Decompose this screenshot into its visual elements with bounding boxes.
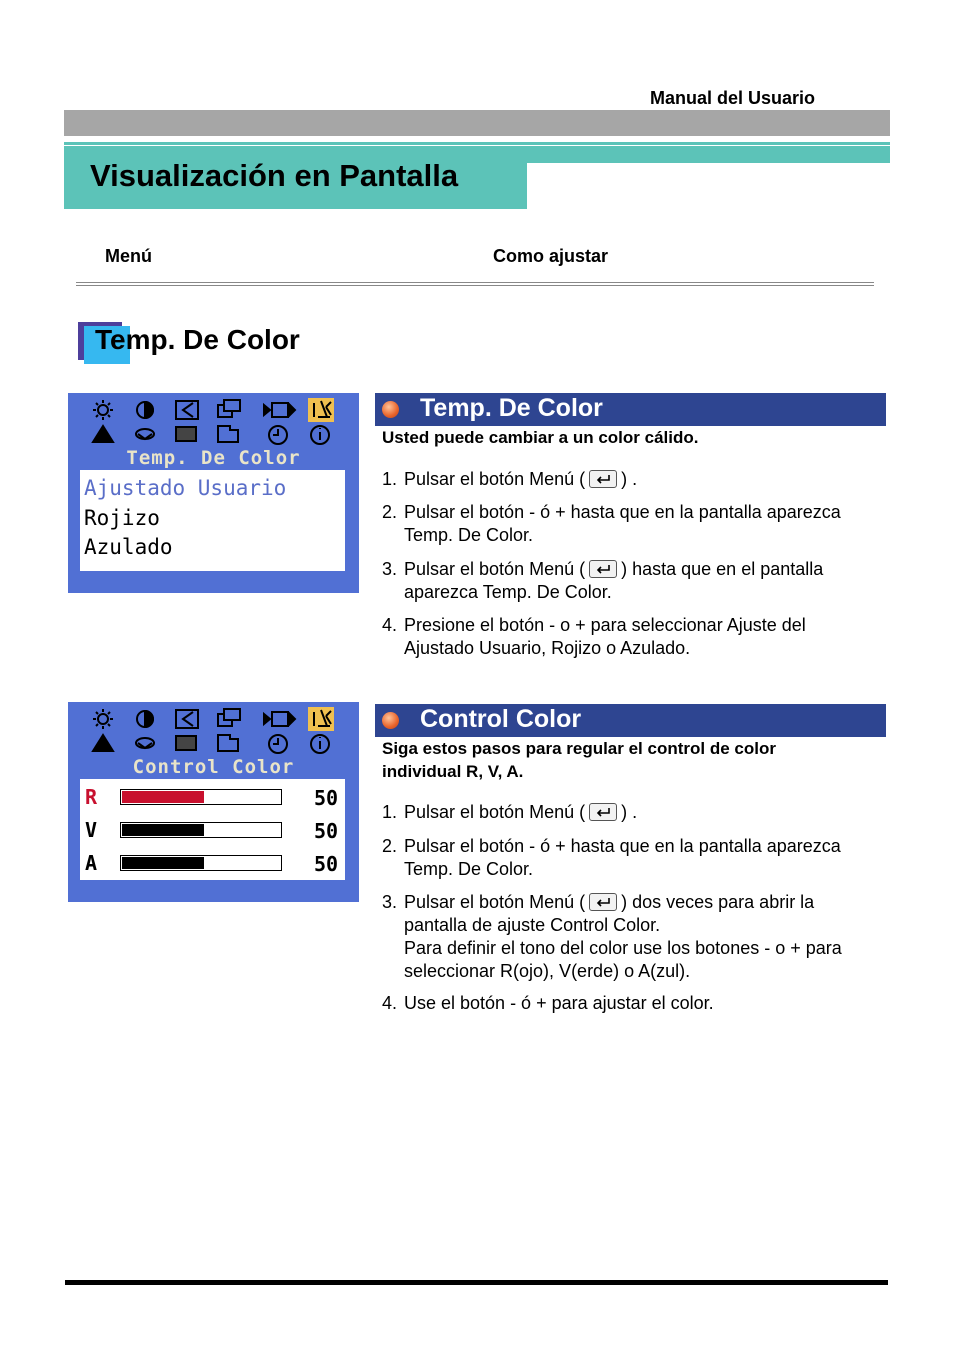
osd-temp-screenshot	[68, 393, 359, 593]
enter-key-icon	[589, 893, 617, 911]
divider	[76, 285, 874, 286]
control-intro-line1: Siga estos pasos para regular el control de color	[382, 739, 776, 758]
step-text: ) dos veces para abrir la	[621, 892, 815, 912]
osd-icon-grid	[68, 702, 359, 762]
recall-icon	[176, 736, 196, 750]
size-icon	[218, 400, 240, 417]
column-menu-heading: Menú	[105, 246, 152, 266]
bar-track-v	[120, 822, 282, 838]
bullet-dot-icon	[382, 401, 399, 418]
bar-value-a: 50	[314, 852, 339, 876]
bar-value-r: 50	[314, 786, 339, 810]
osd-color-panel	[80, 779, 345, 880]
step-text: aparezca Temp. De Color.	[404, 582, 612, 602]
bar-label-r: R	[85, 785, 98, 809]
moire-icon	[136, 738, 154, 748]
contrast-icon	[137, 402, 153, 418]
osd-color-title: Control Color	[132, 756, 295, 778]
timer-icon	[269, 426, 287, 444]
step-text: Ajustado Usuario, Rojizo o Azulado.	[404, 638, 691, 658]
control-title-bar	[375, 704, 886, 737]
step-text: Presione el botón - o + para seleccionar Ajuste del	[404, 615, 806, 635]
bar-track-a	[120, 855, 282, 871]
osd-option-reddish: Rojizo	[84, 506, 160, 530]
divider	[76, 282, 874, 283]
page-title: Visualización en Pantalla	[90, 158, 459, 193]
step-text: Pulsar el botón Menú (	[404, 469, 586, 489]
pincushion-icon	[218, 735, 238, 751]
title-banner-curve	[527, 163, 890, 209]
control-title: Control Color	[420, 705, 582, 733]
bar-label-v: V	[85, 818, 98, 842]
step-text: pantalla de ajuste Control Color.	[404, 915, 661, 935]
bar-fill-a	[122, 857, 204, 869]
osd-option-user: Ajustado Usuario	[84, 476, 287, 500]
enter-key-icon	[589, 803, 617, 821]
size-icon	[218, 709, 240, 726]
step-number: 1.	[382, 802, 398, 822]
temp-title-bar	[375, 393, 886, 426]
step-number: 3.	[382, 559, 398, 579]
step-number: 3.	[382, 892, 398, 912]
brightness-icon	[93, 400, 113, 420]
step-text: Para definir el tono del color use los botones - o + para	[404, 938, 842, 958]
recall-icon	[176, 427, 196, 441]
step-text: ) hasta que en el pantalla	[621, 559, 824, 579]
contrast-icon	[137, 711, 153, 727]
step-number: 1.	[382, 469, 398, 489]
osd-temp-title: Temp. De Color	[126, 447, 301, 469]
step-text: Temp. De Color.	[404, 859, 534, 879]
step-text: Temp. De Color.	[404, 525, 534, 545]
osd-icon-grid	[68, 393, 359, 453]
step-number: 2.	[382, 836, 398, 856]
moire-icon	[136, 429, 154, 439]
step-number: 4.	[382, 615, 398, 635]
bullet-dot-icon	[382, 712, 399, 729]
position-icon	[176, 710, 198, 728]
header-gray-bar	[64, 110, 890, 136]
bar-track-r	[120, 789, 282, 805]
step-text: ) .	[621, 469, 638, 489]
step-text: seleccionar R(ojo), V(erde) o A(zul).	[404, 961, 691, 981]
step-text: Pulsar el botón Menú (	[404, 559, 586, 579]
control-intro	[382, 737, 882, 783]
enter-key-icon	[589, 560, 617, 578]
bar-label-a: A	[85, 851, 98, 875]
image-lock-icon	[264, 403, 295, 417]
manual-label: Manual del Usuario	[650, 88, 816, 108]
bar-fill-r	[122, 791, 204, 803]
control-intro-line2: individual R, V, A.	[382, 762, 524, 781]
info-icon	[311, 735, 329, 753]
bar-value-v: 50	[314, 819, 339, 843]
column-how-heading: Como ajustar	[493, 246, 609, 266]
step-text: Pulsar el botón Menú (	[404, 892, 586, 912]
step-text: Pulsar el botón - ó + hasta que en la pantalla aparezca	[404, 836, 841, 856]
degauss-icon	[93, 426, 113, 442]
header-teal-line	[64, 142, 890, 145]
step-number: 2.	[382, 502, 398, 522]
step-number: 4.	[382, 993, 398, 1013]
enter-key-icon	[589, 470, 617, 488]
image-lock-icon	[264, 712, 295, 726]
pincushion-icon	[218, 426, 238, 442]
footer-rule	[65, 1280, 888, 1285]
step-text: ) .	[621, 802, 638, 822]
osd-temp-panel	[80, 470, 345, 571]
step-text: Pulsar el botón - ó + hasta que en la pantalla aparezca	[404, 502, 841, 522]
bar-fill-v	[122, 824, 204, 836]
temp-title: Temp. De Color	[420, 394, 603, 422]
step-text: Pulsar el botón Menú (	[404, 802, 586, 822]
step-text: Use el botón - ó + para ajustar el color.	[404, 993, 714, 1013]
osd-color-screenshot	[68, 702, 359, 902]
info-icon	[311, 426, 329, 444]
degauss-icon	[93, 735, 113, 751]
timer-icon	[269, 735, 287, 753]
brightness-icon	[93, 709, 113, 729]
section-title: Temp. De Color	[95, 324, 300, 355]
osd-option-bluish: Azulado	[84, 535, 173, 559]
title-banner-right	[527, 146, 890, 163]
position-icon	[176, 401, 198, 419]
temp-intro: Usted puede cambiar a un color cálido.	[382, 428, 699, 447]
